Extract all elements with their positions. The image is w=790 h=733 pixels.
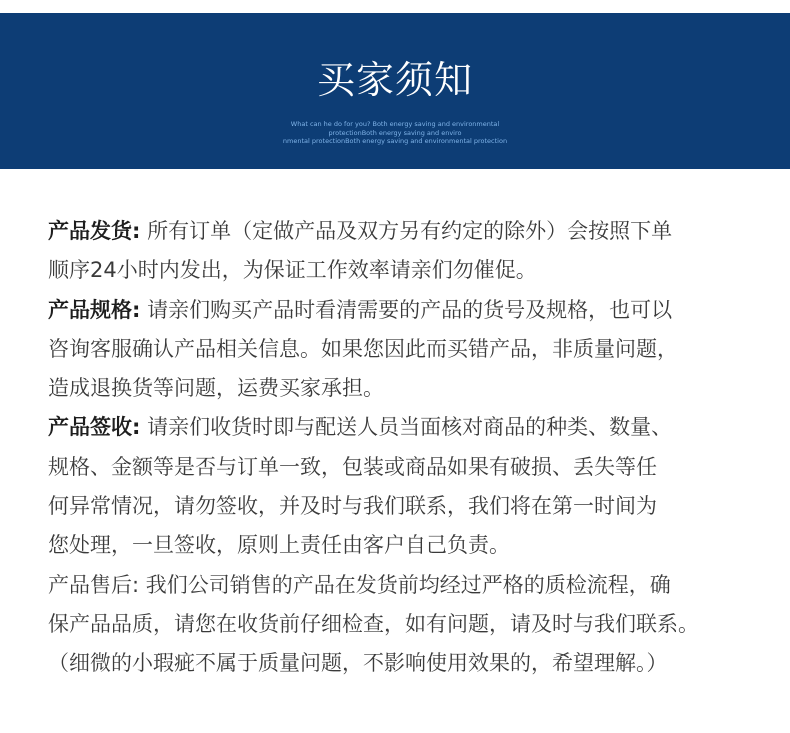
section-line: 保产品品质，请您在收货前仔细检查，如有问题，请及时与我们联系。 — [48, 611, 699, 636]
section-line: 顺序24小时内发出，为保证工作效率请亲们勿催促。 — [48, 258, 537, 283]
section-heading: 产品规格: — [48, 297, 141, 322]
section-shipping — [48, 212, 778, 291]
header-banner — [0, 13, 790, 169]
section-specs — [48, 291, 778, 409]
banner-subtitle — [0, 120, 790, 146]
section-line — [48, 291, 778, 330]
section-line: 规格、金额等是否与订单一致，包装或商品如果有破损、丢失等任 — [48, 454, 657, 479]
page-title: 买家须知 — [316, 58, 473, 102]
section-receipt — [48, 408, 778, 565]
section-line: 咨询客服确认产品相关信息。如果您因此而买错产品，非质量问题， — [48, 336, 678, 361]
section-line — [48, 212, 778, 251]
section-line: 造成退换货等问题，运费买家承担。 — [48, 376, 384, 401]
section-text: 我们公司销售的产品在发货前均经过严格的质检流程，确 — [145, 572, 671, 597]
section-text: 请亲们收货时即与配送人员当面核对商品的种类、数量、 — [147, 415, 673, 440]
section-text: 所有订单（定做产品及双方另有约定的除外）会按照下单 — [147, 219, 673, 243]
section-line: （细微的小瑕疵不属于质量问题，不影响使用效果的，希望理解。） — [48, 651, 668, 676]
section-heading: 产品发货: — [48, 219, 141, 243]
section-text: 请亲们购买产品时看清需要的产品的货号及规格，也可以 — [147, 297, 673, 322]
banner-subtitle-line: What can he do for you? Both energy saving and environmental — [290, 120, 500, 128]
section-line: 何异常情况，请勿签收，并及时与我们联系，我们将在第一时间为 — [48, 494, 657, 519]
section-heading: 产品售后: — [48, 572, 140, 597]
banner-subtitle-line: protectionBoth energy saving and enviro — [328, 128, 462, 137]
section-line — [48, 408, 778, 447]
section-after-sales — [48, 566, 778, 684]
banner-subtitle-line: nmental protectionBoth energy saving and environmental protection — [282, 137, 508, 145]
notice-content — [48, 212, 778, 684]
section-line: 您处理，一旦签收，原则上责任由客户自己负责。 — [48, 533, 510, 558]
section-line — [48, 566, 778, 605]
section-heading: 产品签收: — [48, 415, 141, 440]
